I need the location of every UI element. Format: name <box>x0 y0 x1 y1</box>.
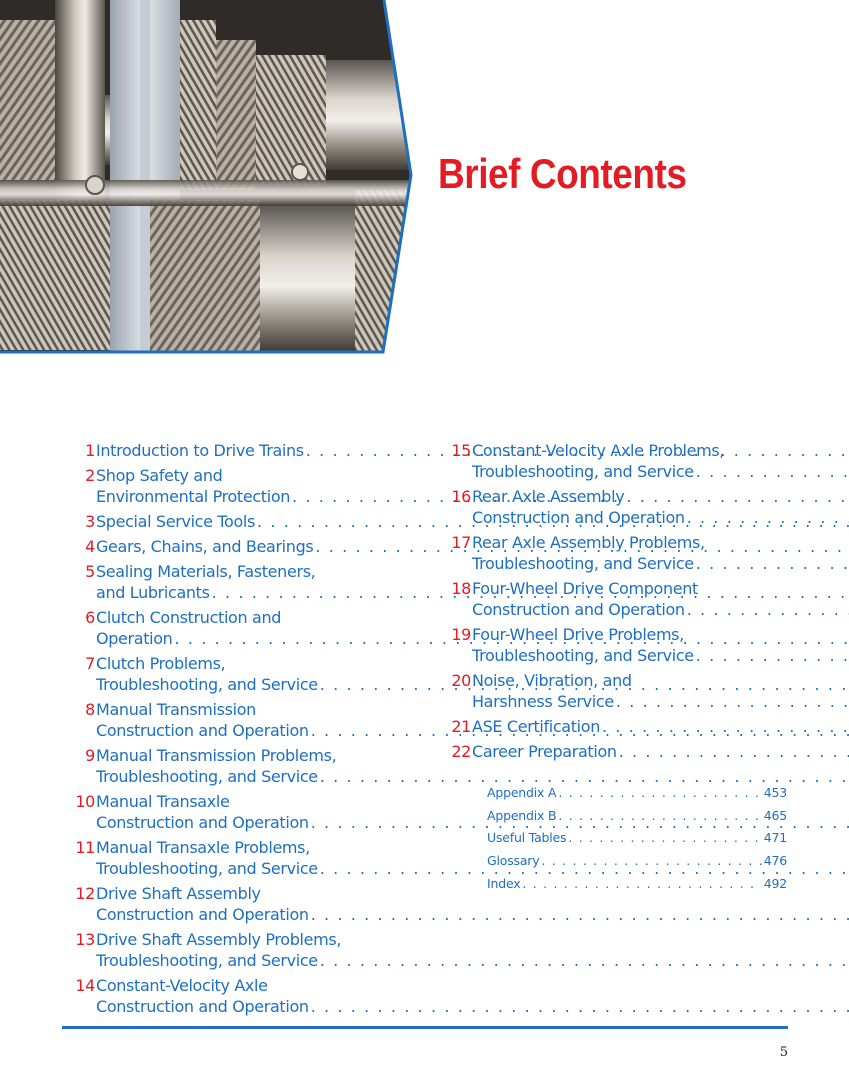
chapter-title: Construction and Operation <box>472 600 685 619</box>
appendix-page: 465 <box>763 807 787 823</box>
chapter-title: Rear Axle Assembly <box>472 487 625 506</box>
footer-rule <box>62 1026 788 1029</box>
toc-entry[interactable] <box>62 465 414 507</box>
dot-leader <box>602 716 849 737</box>
appendix-page: 492 <box>763 875 787 891</box>
chapter-title: Sealing Materials, Fasteners, <box>96 562 316 581</box>
chapter-title-line <box>96 929 849 950</box>
toc-entry[interactable] <box>62 699 414 741</box>
dot-leader <box>522 873 761 896</box>
chapter-title: Noise, Vibration, and <box>472 671 632 690</box>
appendix-entry[interactable] <box>487 827 787 850</box>
dot-leader <box>558 782 761 805</box>
page-title: Brief Contents <box>438 150 687 197</box>
chapter-number: 12 <box>75 884 95 903</box>
chapter-title: Construction and Operation <box>96 813 309 832</box>
chapter-title: Operation <box>96 629 173 648</box>
toc-entry[interactable] <box>62 653 414 695</box>
chapter-number: 20 <box>451 671 471 690</box>
chapter-title-line <box>472 691 849 712</box>
chapter-title-line <box>472 741 849 762</box>
dot-leader <box>541 850 761 873</box>
chapter-title-block <box>472 486 849 528</box>
dot-leader <box>311 904 849 925</box>
page-number: 5 <box>779 1045 788 1060</box>
toc-entry[interactable] <box>62 511 414 532</box>
chapter-title-line <box>472 507 849 528</box>
chapter-number: 14 <box>75 976 95 995</box>
chapter-title: Construction and Operation <box>96 721 309 740</box>
chapter-title-line <box>472 578 849 599</box>
chapter-title: Troubleshooting, and Service <box>96 951 318 970</box>
chapter-title-line <box>472 716 849 737</box>
appendix-entry[interactable] <box>487 805 787 828</box>
chapter-number: 9 <box>85 746 95 765</box>
toc-entry[interactable] <box>62 975 414 1017</box>
dot-leader <box>568 827 761 850</box>
toc-entry[interactable] <box>62 607 414 649</box>
chapter-title-line <box>472 645 849 666</box>
dot-leader <box>311 996 849 1017</box>
chapter-title: Four-Wheel Drive Component <box>472 579 698 598</box>
chapter-title: Drive Shaft Assembly <box>96 884 261 903</box>
chapter-title-line <box>472 670 849 691</box>
chapter-number: 6 <box>85 608 95 627</box>
chapter-number: 5 <box>85 562 95 581</box>
dot-leader <box>687 599 849 620</box>
chapter-number: 22 <box>451 742 471 761</box>
dot-leader <box>558 805 761 828</box>
chapter-number: 7 <box>85 654 95 673</box>
chapter-title-line <box>472 553 849 574</box>
toc-entry[interactable] <box>62 745 414 787</box>
chapter-number: 17 <box>451 533 471 552</box>
dot-leader <box>696 553 849 574</box>
dot-leader <box>320 950 849 971</box>
chapter-title: Drive Shaft Assembly Problems, <box>96 930 342 949</box>
toc-entry[interactable] <box>438 440 790 482</box>
chapter-title: Four-Wheel Drive Problems, <box>472 625 684 644</box>
toc-entry[interactable] <box>438 486 790 528</box>
chapter-title: Manual Transmission Problems, <box>96 746 337 765</box>
appendix-page: 471 <box>763 830 787 846</box>
toc-entry[interactable] <box>438 532 790 574</box>
toc-entry[interactable] <box>438 624 790 666</box>
appendix-page: 453 <box>763 785 787 800</box>
chapter-title-block <box>472 716 849 737</box>
chapter-title: Troubleshooting, and Service <box>472 646 694 665</box>
chapter-title-block <box>472 670 849 712</box>
toc-entry[interactable] <box>438 741 790 762</box>
appendix-title: Useful Tables <box>487 830 567 846</box>
chapter-title: Clutch Construction and <box>96 608 282 627</box>
chapter-number: 21 <box>451 717 471 736</box>
chapter-title: Construction and Operation <box>472 508 685 527</box>
dot-leader <box>696 645 849 666</box>
chapter-title-line <box>96 904 849 925</box>
appendix-title: Glossary <box>487 853 540 869</box>
chapter-number: 2 <box>85 466 95 485</box>
toc-entry[interactable] <box>62 883 414 925</box>
chapter-number: 11 <box>75 838 95 857</box>
chapter-title-line <box>472 461 849 482</box>
gearbox-photo-icon <box>0 0 849 356</box>
chapter-title-block <box>472 532 849 574</box>
chapter-number: 13 <box>75 930 95 949</box>
chapter-number: 18 <box>451 579 471 598</box>
chapter-title: Troubleshooting, and Service <box>96 767 318 786</box>
chapter-title: Gears, Chains, and Bearings <box>96 537 314 556</box>
chapter-title: Environmental Protection <box>96 487 291 506</box>
chapter-title: Career Preparation <box>472 742 617 761</box>
chapter-number: 19 <box>451 625 471 644</box>
chapter-title: Construction and Operation <box>96 997 309 1016</box>
chapter-title: ASE Certification <box>472 717 600 736</box>
chapter-title: Clutch Problems, <box>96 654 226 673</box>
dot-leader <box>696 461 849 482</box>
toc-entry[interactable] <box>62 791 414 833</box>
chapter-title-block <box>472 741 849 762</box>
appendix-entry[interactable] <box>487 850 787 873</box>
toc-entry[interactable] <box>62 440 414 461</box>
chapter-number: 16 <box>451 487 471 506</box>
appendix-list <box>487 782 787 896</box>
toc-entry[interactable] <box>62 536 414 557</box>
chapter-title: Troubleshooting, and Service <box>472 554 694 573</box>
chapter-title-line <box>472 440 849 461</box>
dot-leader <box>616 691 849 712</box>
chapter-title: Troubleshooting, and Service <box>96 859 318 878</box>
toc-entry[interactable] <box>62 561 414 603</box>
chapter-title-line <box>472 624 849 645</box>
chapter-number: 4 <box>85 537 95 556</box>
dot-leader <box>619 741 849 762</box>
chapter-title: Introduction to Drive Trains <box>96 441 304 460</box>
toc-entry[interactable] <box>62 837 414 879</box>
chapter-number: 15 <box>451 441 471 460</box>
chapter-title: Shop Safety and <box>96 466 223 485</box>
chapter-title-line <box>472 486 849 507</box>
chapter-title: Constant-Velocity Axle <box>96 976 268 995</box>
appendix-entry[interactable] <box>487 782 787 805</box>
chapter-title-block <box>472 440 849 482</box>
chapter-number: 8 <box>85 700 95 719</box>
chapter-title-block <box>472 578 849 620</box>
appendix-entry[interactable] <box>487 873 787 896</box>
chapter-title: Manual Transaxle Problems, <box>96 838 310 857</box>
appendix-title: Appendix B <box>487 807 557 823</box>
chapter-number: 3 <box>85 512 95 531</box>
chapter-title: and Lubricants <box>96 583 210 602</box>
chapter-title: Special Service Tools <box>96 512 256 531</box>
dot-leader <box>687 507 849 528</box>
toc-entry[interactable] <box>62 929 414 971</box>
chapter-title-line <box>96 975 849 996</box>
toc-right-column <box>438 440 790 766</box>
chapter-title: Harshness Service <box>472 692 614 711</box>
appendix-title: Index <box>487 875 521 891</box>
chapter-title: Troubleshooting, and Service <box>96 675 318 694</box>
chapter-title-line <box>96 950 849 971</box>
chapter-title: Construction and Operation <box>96 905 309 924</box>
appendix-page: 476 <box>763 853 787 869</box>
chapter-title: Constant-Velocity Axle Problems, <box>472 441 725 460</box>
chapter-number: 10 <box>75 792 95 811</box>
appendix-title: Appendix A <box>487 785 557 800</box>
chapter-title: Troubleshooting, and Service <box>472 462 694 481</box>
chapter-title-line <box>96 996 849 1017</box>
toc-entry[interactable] <box>438 578 790 620</box>
chapter-title-line <box>472 599 849 620</box>
toc-entry[interactable] <box>438 716 790 737</box>
chapter-title-block <box>472 624 849 666</box>
chapter-number: 1 <box>85 441 95 460</box>
chapter-title: Manual Transmission <box>96 700 256 719</box>
chapter-title: Manual Transaxle <box>96 792 230 811</box>
toc-entry[interactable] <box>438 670 790 712</box>
chapter-title-line <box>472 532 849 553</box>
chapter-title: Rear Axle Assembly Problems, <box>472 533 705 552</box>
toc-left-column <box>62 440 414 1021</box>
chapter-title-block <box>96 929 849 971</box>
chapter-title-block <box>96 975 849 1017</box>
